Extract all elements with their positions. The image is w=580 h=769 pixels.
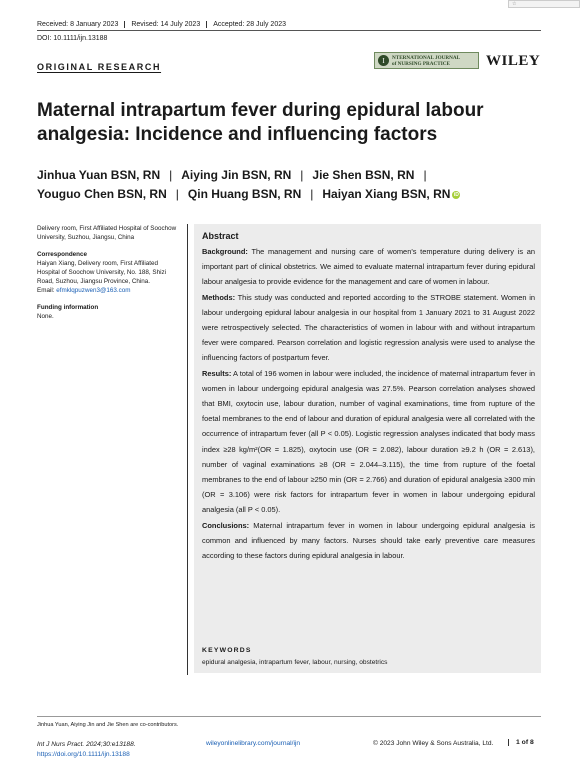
email-label: Email: (37, 287, 55, 294)
background-label: Background: (202, 247, 248, 256)
orcid-icon[interactable]: iD (453, 191, 459, 198)
author[interactable]: Youguo Chen BSN, RN (37, 187, 167, 201)
article-title: Maternal intrapartum fever during epidural labour analgesia: Incidence and influencing factors (37, 100, 484, 145)
keywords-text: epidural analgesia, intrapartum fever, labour, nursing, obstetrics (202, 659, 388, 666)
correspondence-heading: Correspondence (37, 251, 88, 258)
affiliation: Delivery room, First Affiliated Hospital of Soochow University, Suzhou, Jiangsu, China (37, 225, 177, 241)
journal-site-link[interactable]: wileyonlinelibrary.com/journal/ijn (206, 740, 301, 747)
footer-citation-block (37, 740, 136, 760)
results-label: Results: (202, 368, 232, 378)
conclusions-text: Maternal intrapartum fever in women in labour undergoing epidural analgesia is common and influenced by many factors. Nurses should take early preventive care measures according to these factors during epidural analgesia in labour. (202, 520, 535, 561)
email-link[interactable]: efmklqpuzwen3@163.com (56, 287, 131, 294)
results-text: A total of 196 women in labour were included, the incidence of maternal intrapartum fever in women in labour undergoing epidural analgesia was 27.5%. Pearson correlation analyses showed that BMI, oxytocin use, labour duration, number of vaginal examinations, time from rupture of the foetal membranes to the end of labour and duration of epidural analgesia were all correlated with the occurrence of intrapartum fever (all P < 0.05). Logistic regression analyses indicated that body mass index ≥28 kg/m²(OR = 1.825), oxytocin use (OR = 2.082), labour duration ≥9.2 h (OR = 2.613), number of vaginal examinations ≥8 (OR = 2.044–3.115), the time from rupture of the foetal membranes to the end of labour ≥250 min (OR = 2.766) and duration of epidural analgesia ≥300 min (OR = 3.106) were risk factors for intrapartum fever in women in labour undergoing epidural analgesia (all P < 0.05). (202, 368, 536, 515)
dates-bar (37, 21, 292, 28)
background-text: The management and nursing care of women's temperature during delivery is an important part of clinical obstetrics. We aimed to evaluate maternal intrapartum fever during epidural labour analgesia to provide evidence for the management and care of women in labour. (202, 247, 536, 287)
author[interactable]: Haiyan Xiang BSN, RN (322, 187, 451, 201)
accepted-date: Accepted: 28 July 2023 (206, 21, 292, 28)
abstract-background (202, 244, 535, 290)
author[interactable]: Qin Huang BSN, RN (187, 187, 302, 201)
abstract-conclusions (202, 518, 535, 564)
journal-logo-icon: I (378, 55, 389, 66)
abstract-methods (202, 290, 535, 366)
browser-extension-badge: ☆ (508, 0, 580, 8)
page-number: 1 of 8 (508, 739, 534, 746)
methods-text: This study was conducted and reported according to the STROBE statement. Women in labour undergoing epidural labour analgesia in our hospital from 1 January 2021 to 31 August 2022 were retrospectively selected. The characteristics of women in labour with and without intrapartum fever were compared. Pearson correlation and logistic regression analysis were used to analyse the influencing factors of postpartum fever. (202, 292, 535, 363)
revised-date: Revised: 14 July 2023 (124, 21, 206, 28)
citation: Int J Nurs Pract. 2024;30:e13188. (37, 741, 136, 748)
funding-text: None. (37, 313, 54, 320)
journal-logo[interactable] (374, 52, 479, 69)
author-list: Jinhua Yuan BSN, RN | Aiying Jin BSN, RN | Jie Shen BSN, RN | Youguo Chen BSN, RN | Qin Huang BSN, RN | Haiyan Xiang BSN, RN iD (37, 168, 459, 201)
author[interactable]: Aiying Jin BSN, RN (181, 168, 292, 182)
journal-logo-line2: of NURSING PRACTICE (392, 60, 450, 67)
section-label: ORIGINAL RESEARCH (37, 62, 162, 72)
publisher-logo[interactable]: WILEY (486, 53, 541, 69)
contributor-footnote: Jinhua Yuan, Aiying Jin and Jie Shen are co-contributors. (37, 722, 179, 728)
abstract-box (194, 224, 541, 673)
author[interactable]: Jie Shen BSN, RN (312, 168, 415, 182)
footer-rule (37, 716, 541, 717)
doi-link[interactable]: https://doi.org/10.1111/ijn.13188 (37, 751, 130, 758)
abstract-results (202, 366, 535, 518)
doi: DOI: 10.1111/ijn.13188 (37, 35, 108, 42)
conclusions-label: Conclusions: (202, 520, 250, 530)
copyright: © 2023 John Wiley & Sons Australia, Ltd. (373, 740, 494, 747)
journal-logo-line1: NTERNATIONAL JOURNAL (392, 54, 461, 61)
methods-label: Methods: (202, 292, 236, 302)
column-divider (187, 224, 188, 675)
keywords-heading: KEYWORDS (202, 647, 252, 654)
author[interactable]: Jinhua Yuan BSN, RN (37, 168, 161, 182)
funding-heading: Funding information (37, 304, 99, 311)
correspondence-text: Haiyan Xiang, Delivery room, First Affiliated Hospital of Soochow University, No. 188, Shizi Road, Suzhou, Jiangsu Province, China. (37, 260, 167, 285)
top-rule (37, 30, 541, 31)
abstract-heading: Abstract (202, 231, 239, 241)
left-column (37, 224, 177, 321)
received-date: Received: 8 January 2023 (37, 21, 119, 28)
